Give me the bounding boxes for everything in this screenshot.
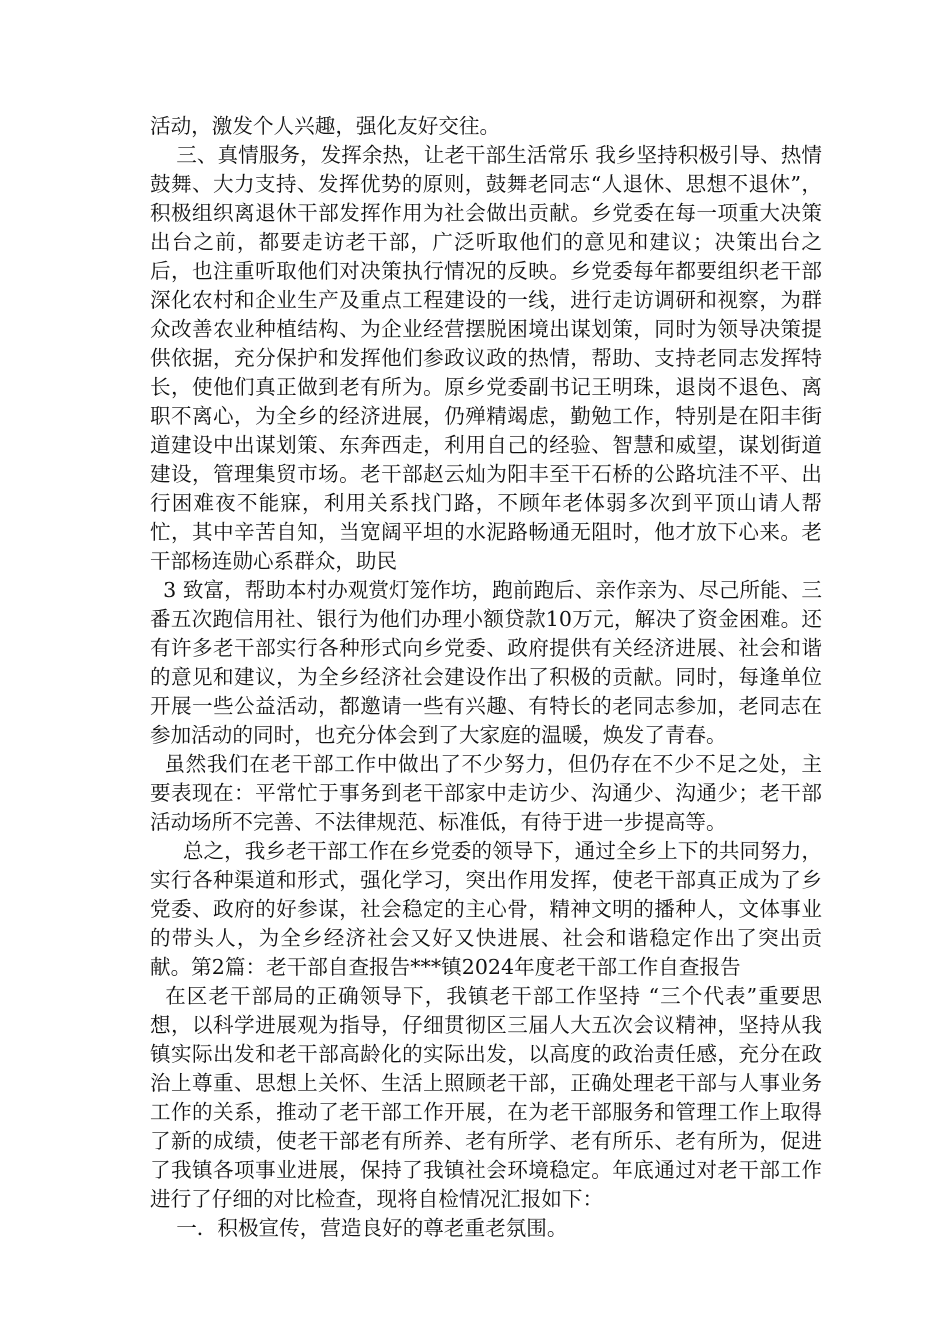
paragraph-4: 虽然我们在老干部工作中做出了不少努力，但仍存在不少不足之处，主要表现在：平常忙于事务到老干部家中走访少、沟通少、沟通少；老干部活动场所不完善、不法律规范、标准低，有待于进一步提高等。 [150, 752, 822, 834]
paragraph-6: 在区老干部局的正确领导下，我镇老干部工作坚持 “三个代表”重要思想，以科学进展观为指导，仔细贯彻区三届人大五次会议精神，坚持从我镇实际出发和老干部高龄化的实际出发，以高度的政治责任感，充分在政治上尊重、思想上关怀、生活上照顾老干部，正确处理老干部与人事业务工作的关系，推动了老干部工作开展，在为老干部服务和管理工作上取得了新的成绩，使老干部老有所养、老有所学、老有所乐、老有所为，促进了我镇各项事业进展，保持了我镇社会环境稳定。年底通过对老干部工作进行了仔细的对比检查，现将自检情况汇报如下： [150, 984, 823, 1211]
paragraph-5: 总之，我乡老干部工作在乡党委的领导下，通过全乡上下的共同努力，实行各种渠道和形式，强化学习，突出作用发挥，使老干部真正成为了乡党委、政府的好参谋，社会稳定的主心骨，精神文明的播种人，文体事业的带头人，为全乡经济社会又好又快进展、社会和谐稳定作出了突出贡献。第2篇：老干部自查报告***镇2024年度老干部工作自查报告 [150, 839, 822, 979]
paragraph-1: 活动，激发个人兴趣，强化友好交往。 [150, 114, 501, 138]
paragraph-3: 3 致富，帮助本村办观赏灯笼作坊，跑前跑后、亲作亲为、尽己所能、三番五次跑信用社、银行为他们办理小额贷款10万元，解决了资金困难。还有许多老干部实行各种形式向乡党委、政府提供有关经济进展、社会和谐的意见和建议，为全乡经济社会建设作出了积极的贡献。同时，每逢单位开展一些公益活动，都邀请一些有兴趣、有特长的老同志参加，老同志在参加活动的同时，也充分体会到了大家庭的温暖，焕发了青春。 [150, 578, 823, 747]
paragraph-2: 三、真情服务，发挥余热，让老干部生活常乐 我乡坚持积极引导、热情鼓舞、大力支持、发挥优势的原则，鼓舞老同志“人退休、思想不退休”，积极组织离退休干部发挥作用为社会做出贡献。乡党委在每一项重大决策出台之前，都要走访老干部，广泛听取他们的意见和建议；决策出台之后，也注重听取他们对决策执行情况的反映。乡党委每年都要组织老干部深化农村和企业生产及重点工程建设的一线，进行走访调研和视察，为群众改善农业种植结构、为企业经营摆脱困境出谋划策，同时为领导决策提供依据，充分保护和发挥他们参政议政的热情，帮助、支持老同志发挥特长，使他们真正做到老有所为。原乡党委副书记王明珠，退岗不退色、离职不离心，为全乡的经济进展，仍殚精竭虑，勤勉工作，特别是在阳丰街道建设中出谋划策、东奔西走，利用自己的经验、智慧和威望，谋划街道建设，管理集贸市场。老干部赵云灿为阳丰至干石桥的公路坑洼不平、出行困难夜不能寐，利用关系找门路，不顾年老体弱多次到平顶山请人帮忙，其中辛苦自知，当宽阔平坦的水泥路畅通无阻时，他才放下心来。老干部杨连勋心系群众，助民 [150, 143, 823, 573]
paragraph-7: 一．积极宣传，营造良好的尊老重老氛围。 [150, 1216, 568, 1240]
document-page [150, 112, 822, 1243]
